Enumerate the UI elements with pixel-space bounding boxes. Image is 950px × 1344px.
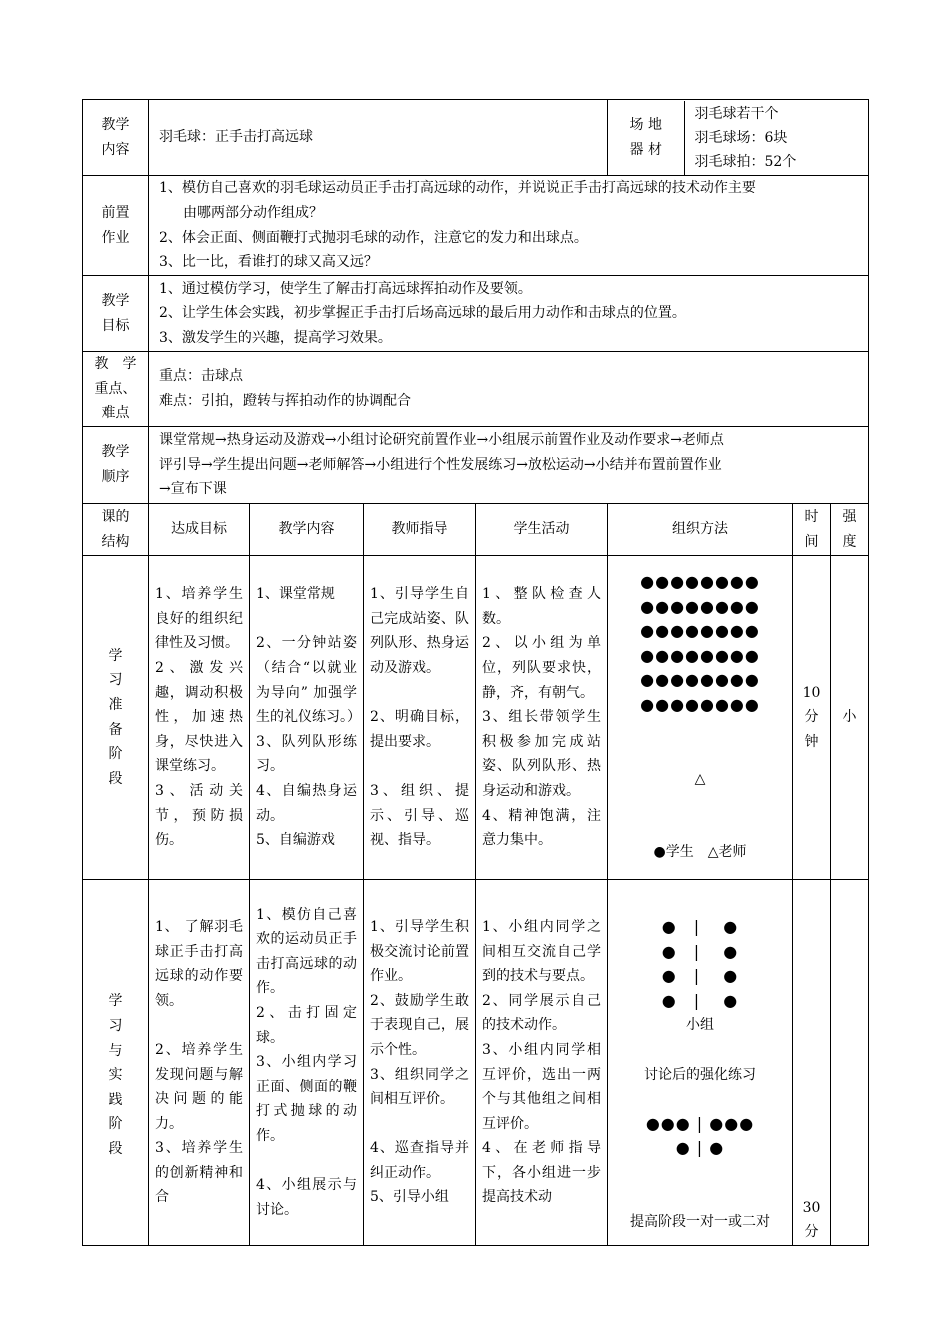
keypoints-row [83, 352, 869, 427]
keypoints-text: 重点：击球点 难点：引拍，蹬转与挥拍动作的协调配合 [149, 352, 869, 427]
formation-row: ●●●●●●●● [640, 645, 760, 665]
col-structure: 课的 结构 [83, 504, 149, 556]
col-teacher: 教师指导 [364, 504, 476, 556]
drill-label: 讨论后的强化练习 [644, 1066, 756, 1083]
preview-row [83, 176, 869, 276]
formation-legend: ●学生 △老师 [653, 844, 747, 861]
col-intensity: 强 度 [831, 504, 869, 556]
stage2-formation [608, 880, 793, 1246]
objectives-label: 教学 目标 [83, 276, 149, 352]
stage2-teacher: 1、引导学生积极交流讨论前置作业。 2、鼓励学生敢于表现自己，展示个性。 3、组织同学之间相互评价。 4、巡查指导并纠正动作。 5、引导小组 [364, 880, 476, 1246]
stage2-time: 30 分 [793, 880, 831, 1246]
lesson-plan-table [82, 99, 869, 1246]
stage2-name: 学 习 与 实 践 阶 段 [83, 880, 149, 1246]
stage2-content: 1、模仿自己喜欢的运动员正手击打高远球的动作。 2、击打固定球。 3、小组内学习正面、侧面的鞭打式抛球的动作。 4、小组展示与讨论。 [250, 880, 364, 1246]
sequence-row [83, 427, 869, 504]
stage1-intensity: 小 [831, 556, 869, 880]
formation-row: ●●●●●●●● [640, 621, 760, 641]
stage1-content: 1、课堂常规 2、一分钟站姿（结合“以就业为导向” 加强学生的礼仪练习。） 3、队列队形练习。 4、自编热身运动。 5、自编游戏 [250, 556, 364, 880]
stage2-goal: 1、 了解羽毛球正手击打高远球的动作要领。 2、培养学生发现问题与解决问题的能力。 3、培养学生的创新精神和合 [149, 880, 250, 1246]
objectives-row [83, 276, 869, 352]
stage1-name: 学 习 准 备 阶 段 [83, 556, 149, 880]
objectives-text: 1、通过模仿学习，使学生了解击打高远球挥拍动作及要领。 2、让学生体会实践，初步掌握正手击打后场高远球的最后用力动作和击球点的位置。 3、激发学生的兴趣，提高学习效果。 [149, 276, 869, 352]
content-value: 羽毛球：正手击打高远球 [149, 100, 608, 176]
sequence-label: 教学 顺序 [83, 427, 149, 504]
col-goal: 达成目标 [149, 504, 250, 556]
keypoints-label: 教 学 重点、 难点 [83, 352, 149, 427]
venue-values: 羽毛球若干个 羽毛球场：6块 羽毛球拍：52个 [694, 105, 797, 170]
stage2-row [83, 880, 869, 1246]
stage1-goal: 1、培养学生良好的组织纪律性及习惯。 2、激发兴趣，调动积极性，加速热身，尽快进入课堂练习。 3、活动关节，预防损伤。 [149, 556, 250, 880]
formation-row: ●●●●●●●● [640, 596, 760, 616]
stage2-intensity [831, 880, 869, 1246]
advance-label: 提高阶段一对一或二对 [630, 1214, 770, 1231]
col-time: 时 间 [793, 504, 831, 556]
col-method: 组织方法 [608, 504, 793, 556]
formation-row: ●●●●●●●● [640, 670, 760, 690]
preview-text: 1、模仿自己喜欢的羽毛球运动员正手击打高远球的动作，并说说正手击打高远球的技术动作主要 由哪两部分动作组成？ 2、体会正面、侧面鞭打式抛羽毛球的动作，注意它的发力和出球点。 3、比一比，看谁打的球又高又远？ [149, 176, 869, 276]
col-content: 教学内容 [250, 504, 364, 556]
stage1-student: 1、整队检查人数。 2、以小组为单位，列队要求快，静，齐，有朝气。 3、组长带领学生积极参加完成站姿、队列队形、热身运动和游戏。 4、精神饱满，注意力集中。 [476, 556, 608, 880]
group-pair-row: ● | ● [661, 941, 739, 961]
content-row [83, 100, 869, 176]
sequence-text: 课堂常规→热身运动及游戏→小组讨论研究前置作业→小组展示前置作业及动作要求→老师点 评引导→学生提出问题→老师解答→小组进行个性发展练习→放松运动→小结并布置前置作业 →宣布下课 [149, 427, 869, 504]
formation-row: ●●●●●●●● [640, 571, 760, 591]
stage1-formation [608, 556, 793, 880]
formation-row: ●●●●●●●● [640, 694, 760, 714]
stage2-student: 1、小组内同学之间相互交流自己学到的技术与要点。 2、同学展示自己的技术动作。 3、小组内同学相互评价，选出一两个与其他组之间相互评价。 4、在老师指导下，各小组进一步提高技术动 [476, 880, 608, 1246]
stage1-time: 10 分 钟 [793, 556, 831, 880]
group-pair-row: ● | ● [661, 966, 739, 986]
drill-row: ●●● | ●●● [645, 1113, 755, 1133]
group-pair-row: ● | ● [661, 916, 739, 936]
venue-label: 场 地 器 材 [608, 101, 684, 175]
teacher-triangle-icon: △ [694, 770, 706, 787]
group-label: 小组 [686, 1017, 714, 1034]
group-pair-row: ● | ● [661, 990, 739, 1010]
content-label: 教学 内容 [83, 100, 149, 176]
stage1-row [83, 556, 869, 880]
preview-label: 前置 作业 [83, 176, 149, 276]
stage1-teacher: 1、引导学生自己完成站姿、队列队形、热身运动及游戏。 2、明确目标，提出要求。 3、组织、提示、引导、巡视、指导。 [364, 556, 476, 880]
column-header-row [83, 504, 869, 556]
drill-row: ● | ● [675, 1138, 725, 1158]
col-student: 学生活动 [476, 504, 608, 556]
